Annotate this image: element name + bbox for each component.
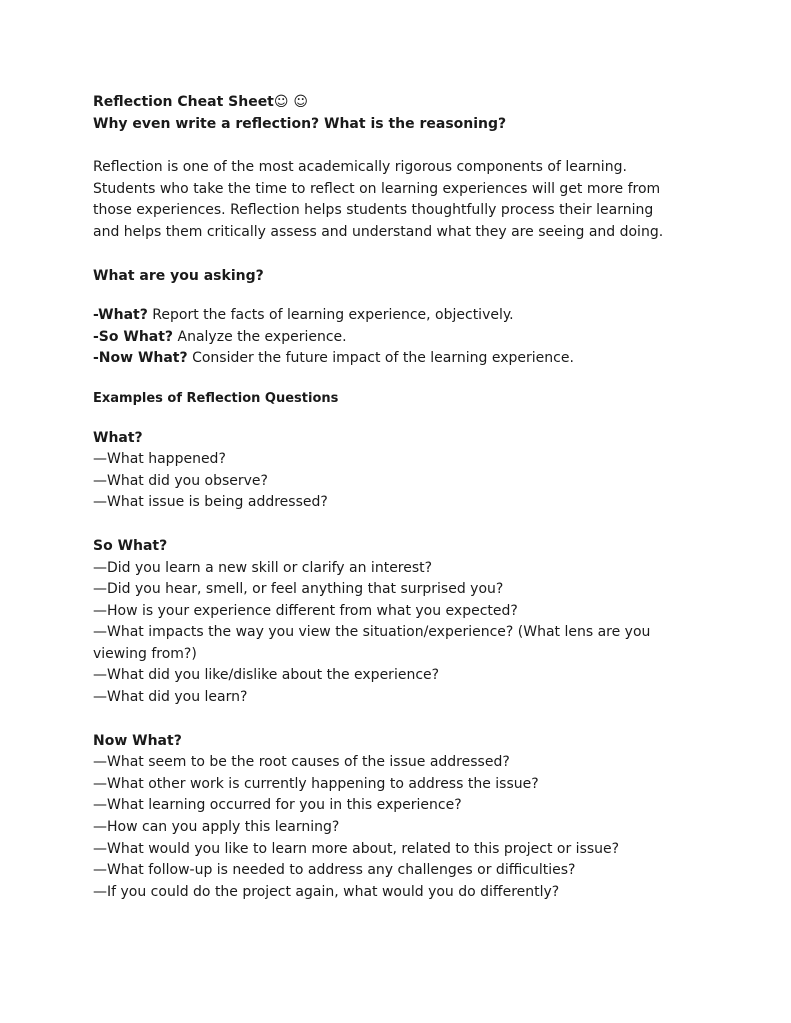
intro-line: those experiences. Reflection helps students thoughtfully process their learning: [93, 202, 654, 219]
question-item: —What did you observe?: [93, 472, 268, 489]
asking-desc: Consider the future impact of the learning experience.: [187, 350, 574, 367]
title-line: [93, 92, 713, 114]
section-heading: Now What?: [93, 732, 182, 749]
question-item: —What issue is being addressed?: [93, 494, 328, 511]
smiley-icon: ☺: [293, 94, 308, 110]
asking-list: [93, 305, 713, 370]
question-item: —What impacts the way you view the situation/experience? (What lens are you: [93, 624, 651, 641]
section-now-what: [93, 731, 713, 904]
question-item: —What happened?: [93, 451, 226, 468]
question-item: —How can you apply this learning?: [93, 819, 340, 836]
document-title: Reflection Cheat Sheet: [93, 94, 274, 110]
smiley-icon: ☺: [273, 94, 289, 110]
intro-line: and helps them critically assess and understand what they are seeing and doing.: [93, 223, 664, 240]
intro-line: Reflection is one of the most academically rigorous components of learning.: [93, 159, 627, 176]
asking-heading: What are you asking?: [93, 267, 264, 284]
question-item: —What did you like/dislike about the experience?: [93, 667, 440, 684]
question-item: —What seem to be the root causes of the issue addressed?: [93, 754, 510, 771]
list-item: [93, 327, 713, 349]
section-heading: So What?: [93, 537, 168, 554]
section-what: [93, 428, 713, 514]
asking-term: -So What?: [93, 328, 174, 345]
question-item: —How is your experience different from what you expected?: [93, 602, 518, 619]
asking-term: -Now What?: [93, 350, 188, 367]
asking-desc: Analyze the experience.: [173, 328, 347, 345]
intro-line: Students who take the time to reflect on learning experiences will get more from: [93, 180, 661, 197]
question-item: —What follow-up is needed to address any challenges or difficulties?: [93, 862, 576, 879]
question-item: —Did you hear, smell, or feel anything that surprised you?: [93, 581, 504, 598]
document-page: [93, 92, 713, 903]
question-item: —What other work is currently happening to address the issue?: [93, 775, 539, 792]
list-item: [93, 348, 713, 370]
question-item: viewing from?): [93, 645, 197, 662]
intro-paragraph: [93, 157, 713, 243]
document-subtitle: Why even write a reflection? What is the reasoning?: [93, 115, 507, 132]
question-item: —What did you learn?: [93, 689, 248, 706]
examples-heading: Examples of Reflection Questions: [93, 390, 339, 406]
question-item: —Did you learn a new skill or clarify an interest?: [93, 559, 433, 576]
question-item: —If you could do the project again, what would you do differently?: [93, 883, 560, 900]
asking-desc: Report the facts of learning experience, objectively.: [147, 307, 514, 324]
asking-term: -What?: [93, 307, 148, 324]
list-item: [93, 305, 713, 327]
section-so-what: [93, 536, 713, 709]
question-item: —What would you like to learn more about, related to this project or issue?: [93, 840, 620, 857]
section-heading: What?: [93, 429, 143, 446]
question-item: —What learning occurred for you in this experience?: [93, 797, 462, 814]
